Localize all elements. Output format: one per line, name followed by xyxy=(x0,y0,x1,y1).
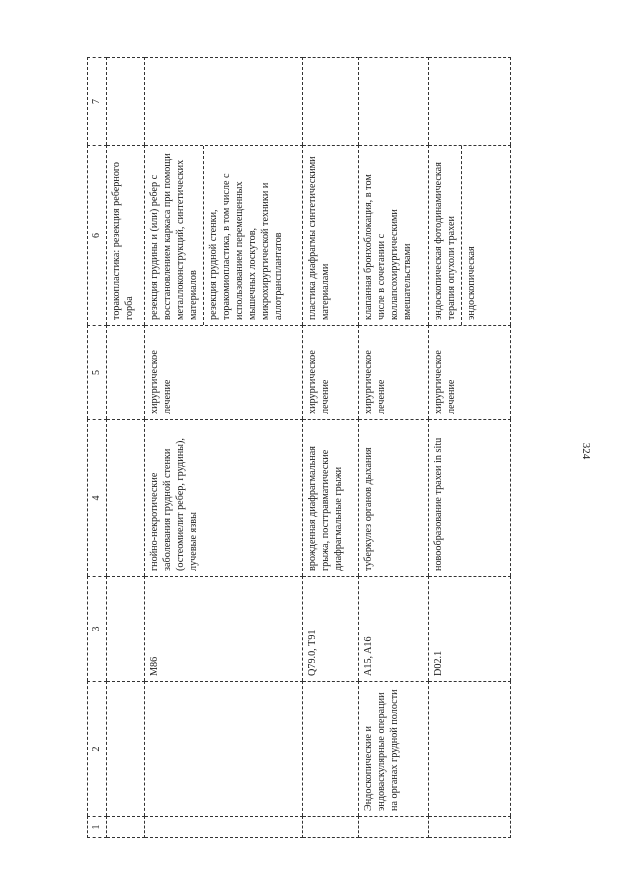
column-number: 3 xyxy=(88,577,107,682)
cell-icd-code: Q79.0, T91 xyxy=(303,577,359,682)
cell-treatment-type xyxy=(107,326,145,420)
cell-section-number xyxy=(107,817,145,838)
cell-diagnosis xyxy=(107,420,145,577)
cell-icd-code: D02.1 xyxy=(429,577,511,682)
cell-care-type xyxy=(429,682,511,817)
cell-diagnosis: гнойно-некротические заболевания грудной стенки (остеомиелит ребер, грудины), лучевые язвы xyxy=(145,420,303,577)
page-number: 324 xyxy=(580,442,592,460)
cell-cost xyxy=(359,58,429,146)
column-number: 5 xyxy=(88,326,107,420)
cell-treatment-type: хирургическое лечение xyxy=(303,326,359,420)
cell-icd-code: A15, A16 xyxy=(359,577,429,682)
procedure-table xyxy=(87,57,511,838)
cell-cost xyxy=(145,58,303,146)
cell-method xyxy=(359,146,429,326)
table-row xyxy=(429,58,511,838)
cell-section-number xyxy=(429,817,511,838)
column-number-row xyxy=(88,58,107,838)
cell-care-type: Эндоскопические и эндоваскулярные операции на органах грудной полости xyxy=(359,682,429,817)
method-text: торакопластика: резекция реберного горба xyxy=(111,162,136,320)
cell-method xyxy=(145,146,303,326)
column-number: 6 xyxy=(88,146,107,326)
cell-cost xyxy=(429,58,511,146)
cell-treatment-type: хирургическое лечение xyxy=(145,326,303,420)
cell-care-type xyxy=(107,682,145,817)
method-text: клапанная бронхоблокация, в том числе в сочетании с коллапсохирургическими вмешательствами xyxy=(363,174,414,320)
cell-icd-code: M86 xyxy=(145,577,303,682)
cell-cost xyxy=(303,58,359,146)
cell-treatment-type: хирургическое лечение xyxy=(429,326,511,420)
method-text: пластика диафрагмы синтетическими материалами xyxy=(307,156,332,320)
table-row xyxy=(359,58,429,838)
method-text: эндоскопическая фотодинамическая терапия опухоли трахеи xyxy=(433,162,458,320)
cell-cost xyxy=(107,58,145,146)
method-text: резекция грудной стенки, торакомиопластика, в том числе с использованием перемещенных мышечных лоскутов, микрохирургической техники и аллотрансплантатов xyxy=(203,146,285,325)
cell-treatment-type: хирургическое лечение xyxy=(359,326,429,420)
cell-icd-code xyxy=(107,577,145,682)
cell-section-number xyxy=(359,817,429,838)
column-number: 4 xyxy=(88,420,107,577)
cell-method xyxy=(107,146,145,326)
cell-section-number xyxy=(145,817,303,838)
cell-method xyxy=(429,146,511,326)
cell-care-type xyxy=(145,682,303,817)
column-number: 2 xyxy=(88,682,107,817)
cell-section-number xyxy=(303,817,359,838)
table-row xyxy=(145,58,303,838)
column-number: 1 xyxy=(88,817,107,838)
method-text: резекция грудины и (или) ребер с восстановлением каркаса при помощи металлоконструкций, синтетических материалов xyxy=(149,153,200,320)
cell-diagnosis: новообразование трахеи in situ xyxy=(429,420,511,577)
cell-diagnosis: врожденная диафрагмальная грыжа, посттравматические диафрагмальные грыжи xyxy=(303,420,359,577)
table-row xyxy=(303,58,359,838)
cell-care-type xyxy=(303,682,359,817)
table-row xyxy=(107,58,145,838)
document-sheet xyxy=(87,58,507,838)
cell-diagnosis: туберкулез органов дыхания xyxy=(359,420,429,577)
cell-method xyxy=(303,146,359,326)
method-text: эндоскопическая xyxy=(461,146,478,325)
column-number: 7 xyxy=(88,58,107,146)
